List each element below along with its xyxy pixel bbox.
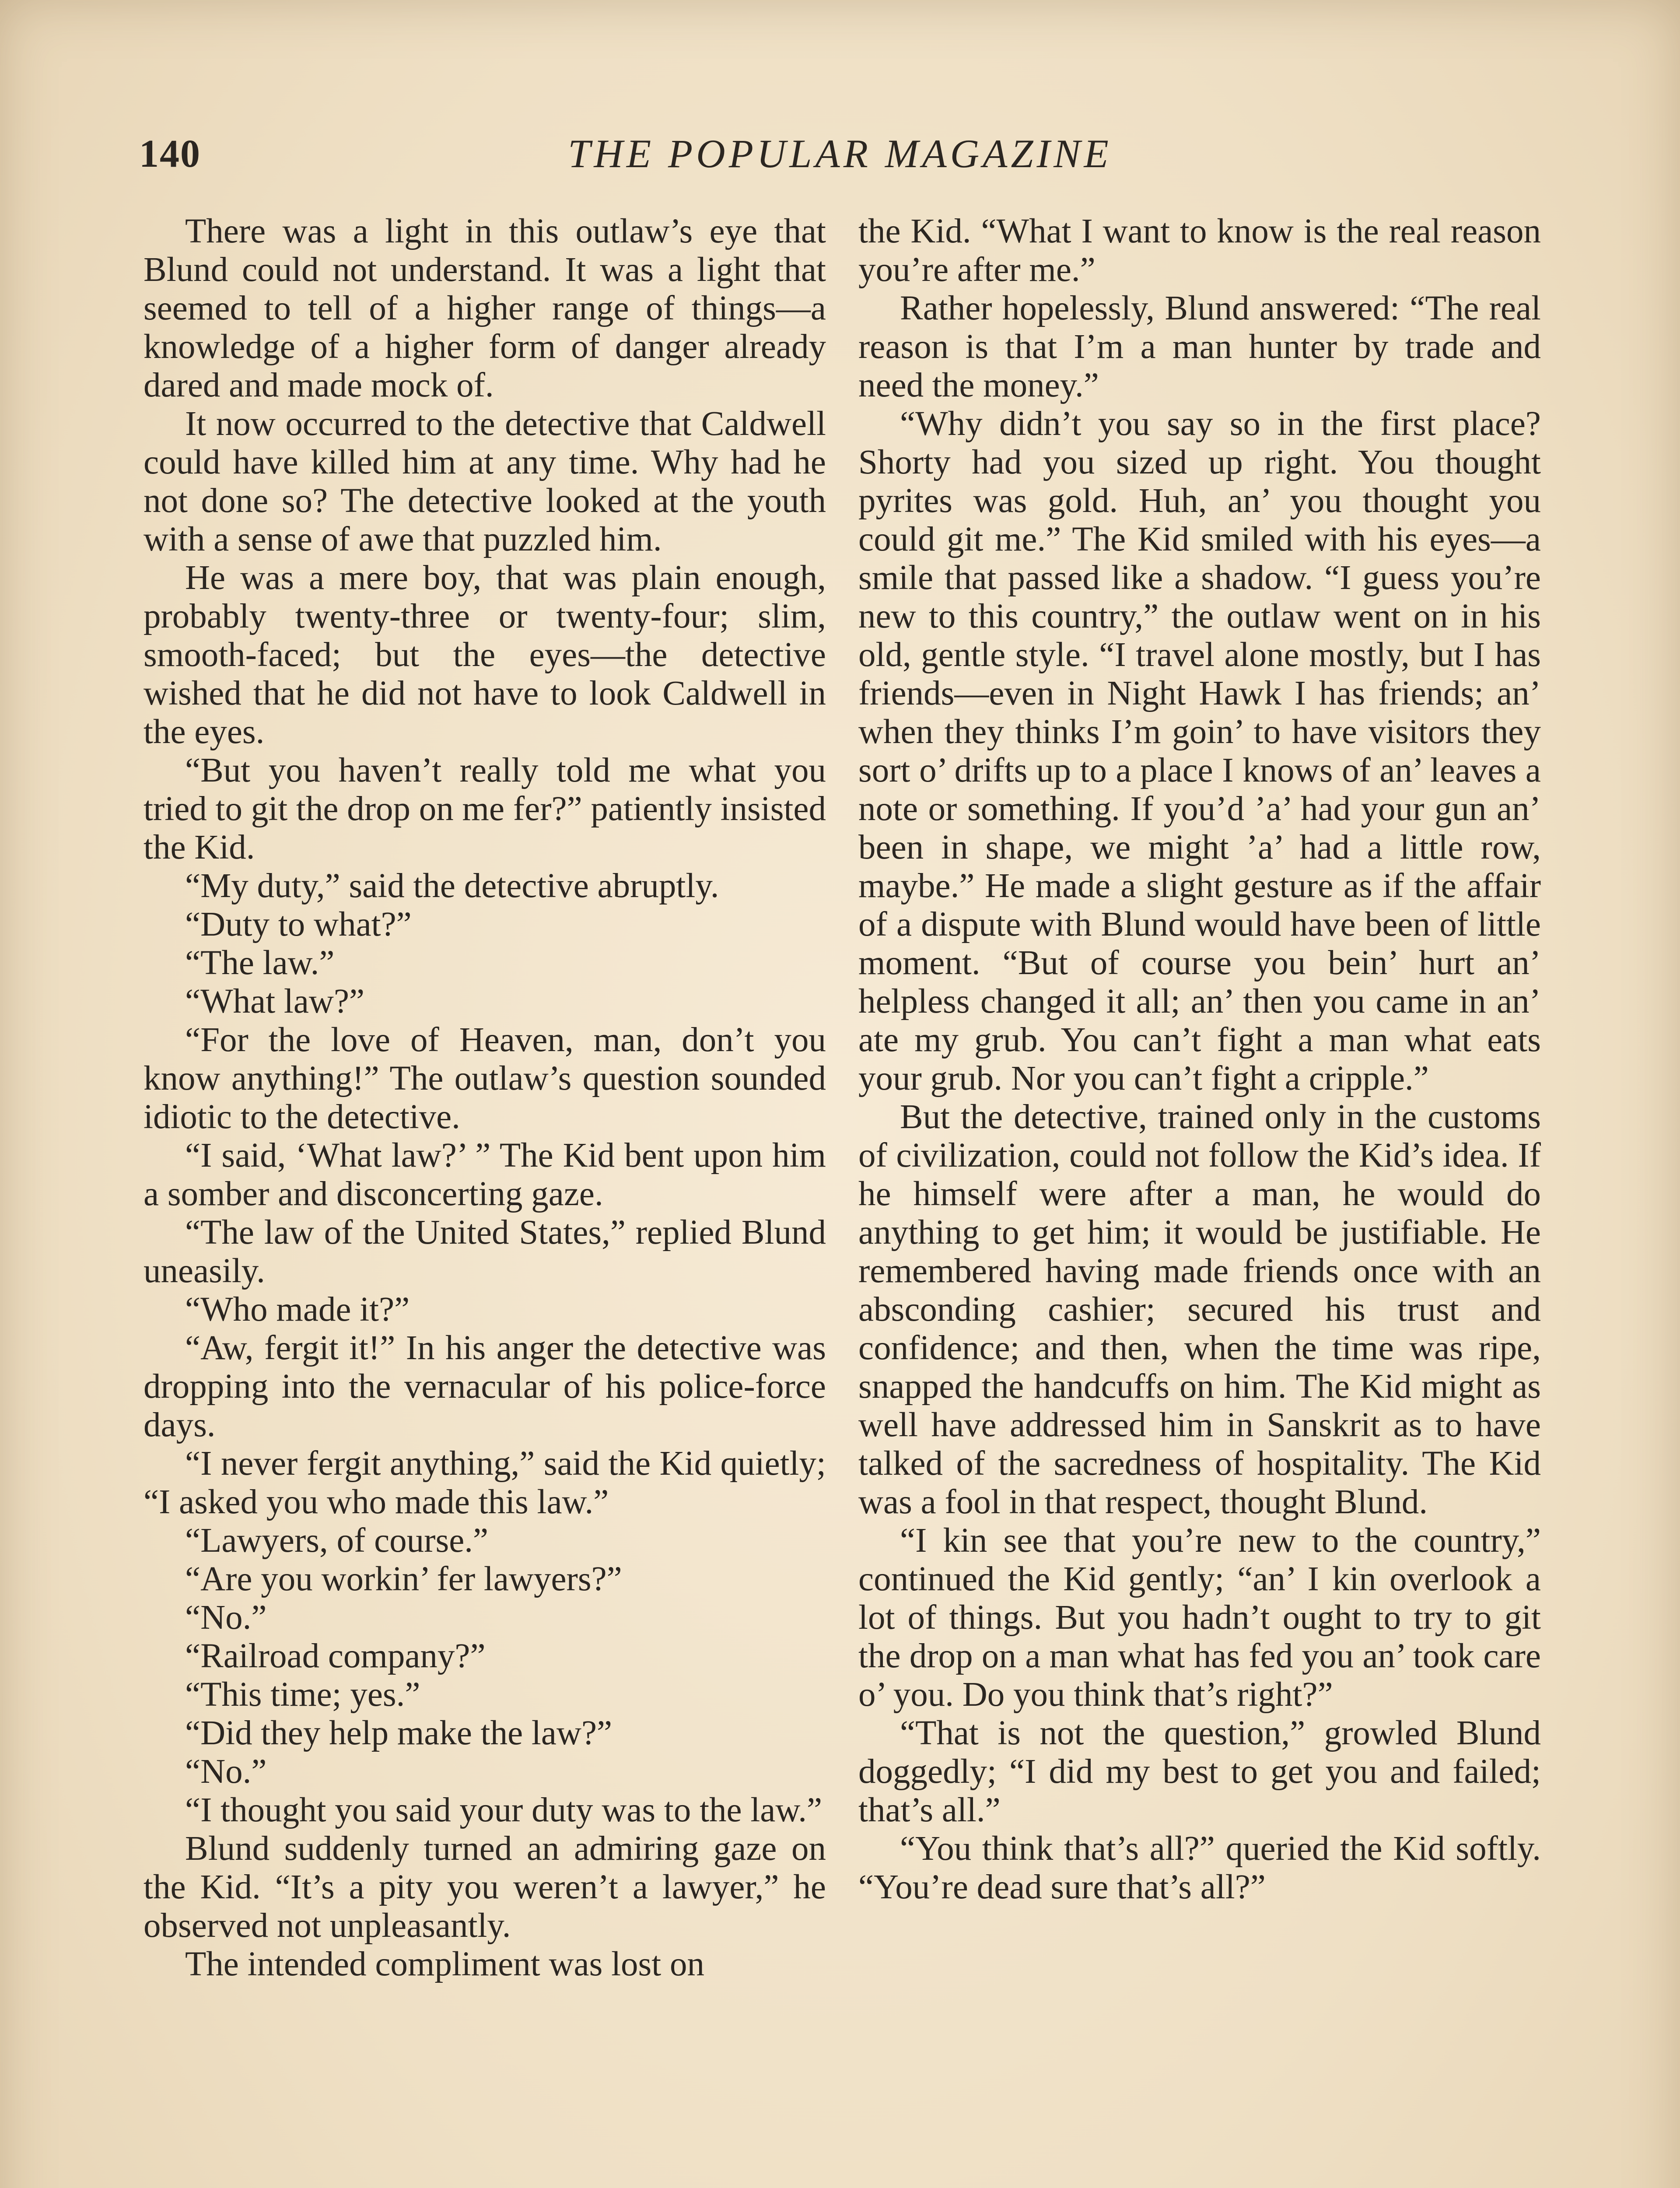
paragraph: “You think that’s all?” queried the Kid softly. “You’re dead sure that’s all?”	[858, 1830, 1541, 1906]
paragraph: Blund suddenly turned an admiring gaze on the Kid. “It’s a pity you weren’t a lawyer,” he observed not unpleasantly.	[144, 1830, 826, 1945]
paragraph: “Duty to what?”	[185, 905, 412, 943]
paragraph: It now occurred to the detective that Caldwell could have killed him at any time. Why had he not done so? The detective looked at the youth with a sense of awe that puzzled him.	[144, 405, 826, 558]
paragraph: There was a light in this outlaw’s eye that Blund could not understand. It was a light that seemed to tell of a higher range of things—a knowledge of a higher form of danger already dared and made mock of.	[144, 212, 826, 404]
paragraph: “The law of the United States,” replied Blund uneasily.	[144, 1213, 826, 1290]
left-column	[144, 212, 826, 1984]
paragraph: “I kin see that you’re new to the country,” continued the Kid gently; “an’ I kin overlook a lot of things. But you hadn’t ought to try to git the drop on a man what has fed you an’ took care o’ you. Do you think that’s right?”	[858, 1522, 1541, 1714]
paragraph: “Are you workin’ fer lawyers?”	[185, 1560, 622, 1598]
page-number: 140	[139, 132, 201, 175]
paragraph: “This time; yes.”	[185, 1676, 420, 1714]
paragraph: “Railroad company?”	[185, 1637, 486, 1675]
paragraph: “For the love of Heaven, man, don’t you know anything!” The outlaw’s question sounded idiotic to the detective.	[144, 1021, 826, 1136]
paragraph: “Lawyers, of course.”	[185, 1522, 489, 1560]
paragraph: Rather hopelessly, Blund answered: “The real reason is that I’m a man hunter by trade and need the money.”	[858, 289, 1541, 404]
paragraph: “I said, ‘What law?’ ” The Kid bent upon him a somber and disconcerting gaze.	[144, 1136, 826, 1213]
paragraph: “The law.”	[185, 944, 335, 982]
paragraph: “Who made it?”	[185, 1290, 410, 1329]
paragraph: “I thought you said your duty was to the law.”	[185, 1791, 822, 1829]
paragraph: “My duty,” said the detective abruptly.	[185, 867, 719, 905]
paragraph: The intended compliment was lost on	[185, 1945, 704, 1983]
paragraph: “That is not the question,” growled Blund doggedly; “I did my best to get you and failed; that’s all.”	[858, 1714, 1541, 1829]
paragraph-continuation: the Kid. “What I want to know is the real reason you’re after me.”	[858, 212, 1541, 289]
paragraph: “Aw, fergit it!” In his anger the detective was dropping into the vernacular of his police-force days.	[144, 1329, 826, 1444]
right-column	[858, 212, 1541, 1907]
paragraph: But the detective, trained only in the customs of civilization, could not follow the Kid’s idea. If he himself were after a man, he would do anything to get him; it would be justifiable. He remembered having made friends once with an absconding cashier; secured his trust and confidence; and then, when the time was ripe, snapped the handcuffs on him. The Kid might as well have addressed him in Sanskrit as to have talked of the sacredness of hospitality. The Kid was a fool in that respect, thought Blund.	[858, 1098, 1541, 1521]
paragraph: “What law?”	[185, 982, 365, 1020]
paragraph: “No.”	[185, 1753, 267, 1791]
paragraph: “But you haven’t really told me what you tried to git the drop on me fer?” patiently insisted the Kid.	[144, 751, 826, 866]
paragraph: “Why didn’t you say so in the first place? Shorty had you sized up right. You thought pyrites was gold. Huh, an’ you thought you could git me.” The Kid smiled with his eyes—a smile that passed like a shadow. “I guess you’re new to this country,” the outlaw went on in his old, gentle style. “I travel alone mostly, but I has friends—even in Night Hawk I has friends; an’ when they thinks I’m goin’ to have visitors they sort o’ drifts up to a place I knows of an’ leaves a note or something. If you’d ’a’ had your gun an’ been in shape, we might ’a’ had a little row, maybe.” He made a slight gesture as if the affair of a dispute with Blund would have been of little moment. “But of course you bein’ hurt an’ helpless changed it all; an’ then you came in an’ ate my grub. You can’t fight a man what eats your grub. Nor you can’t fight a cripple.”	[858, 405, 1541, 1098]
paragraph: “I never fergit anything,” said the Kid quietly; “I asked you who made this law.”	[144, 1445, 826, 1521]
paragraph: He was a mere boy, that was plain enough, probably twenty-three or twenty-four; slim, smooth-faced; but the eyes—the detective wished that he did not have to look Caldwell in the eyes.	[144, 559, 826, 751]
running-title: THE POPULAR MAGAZINE	[568, 131, 1112, 176]
paragraph: “No.”	[185, 1599, 267, 1637]
paragraph: “Did they help make the law?”	[185, 1714, 612, 1752]
